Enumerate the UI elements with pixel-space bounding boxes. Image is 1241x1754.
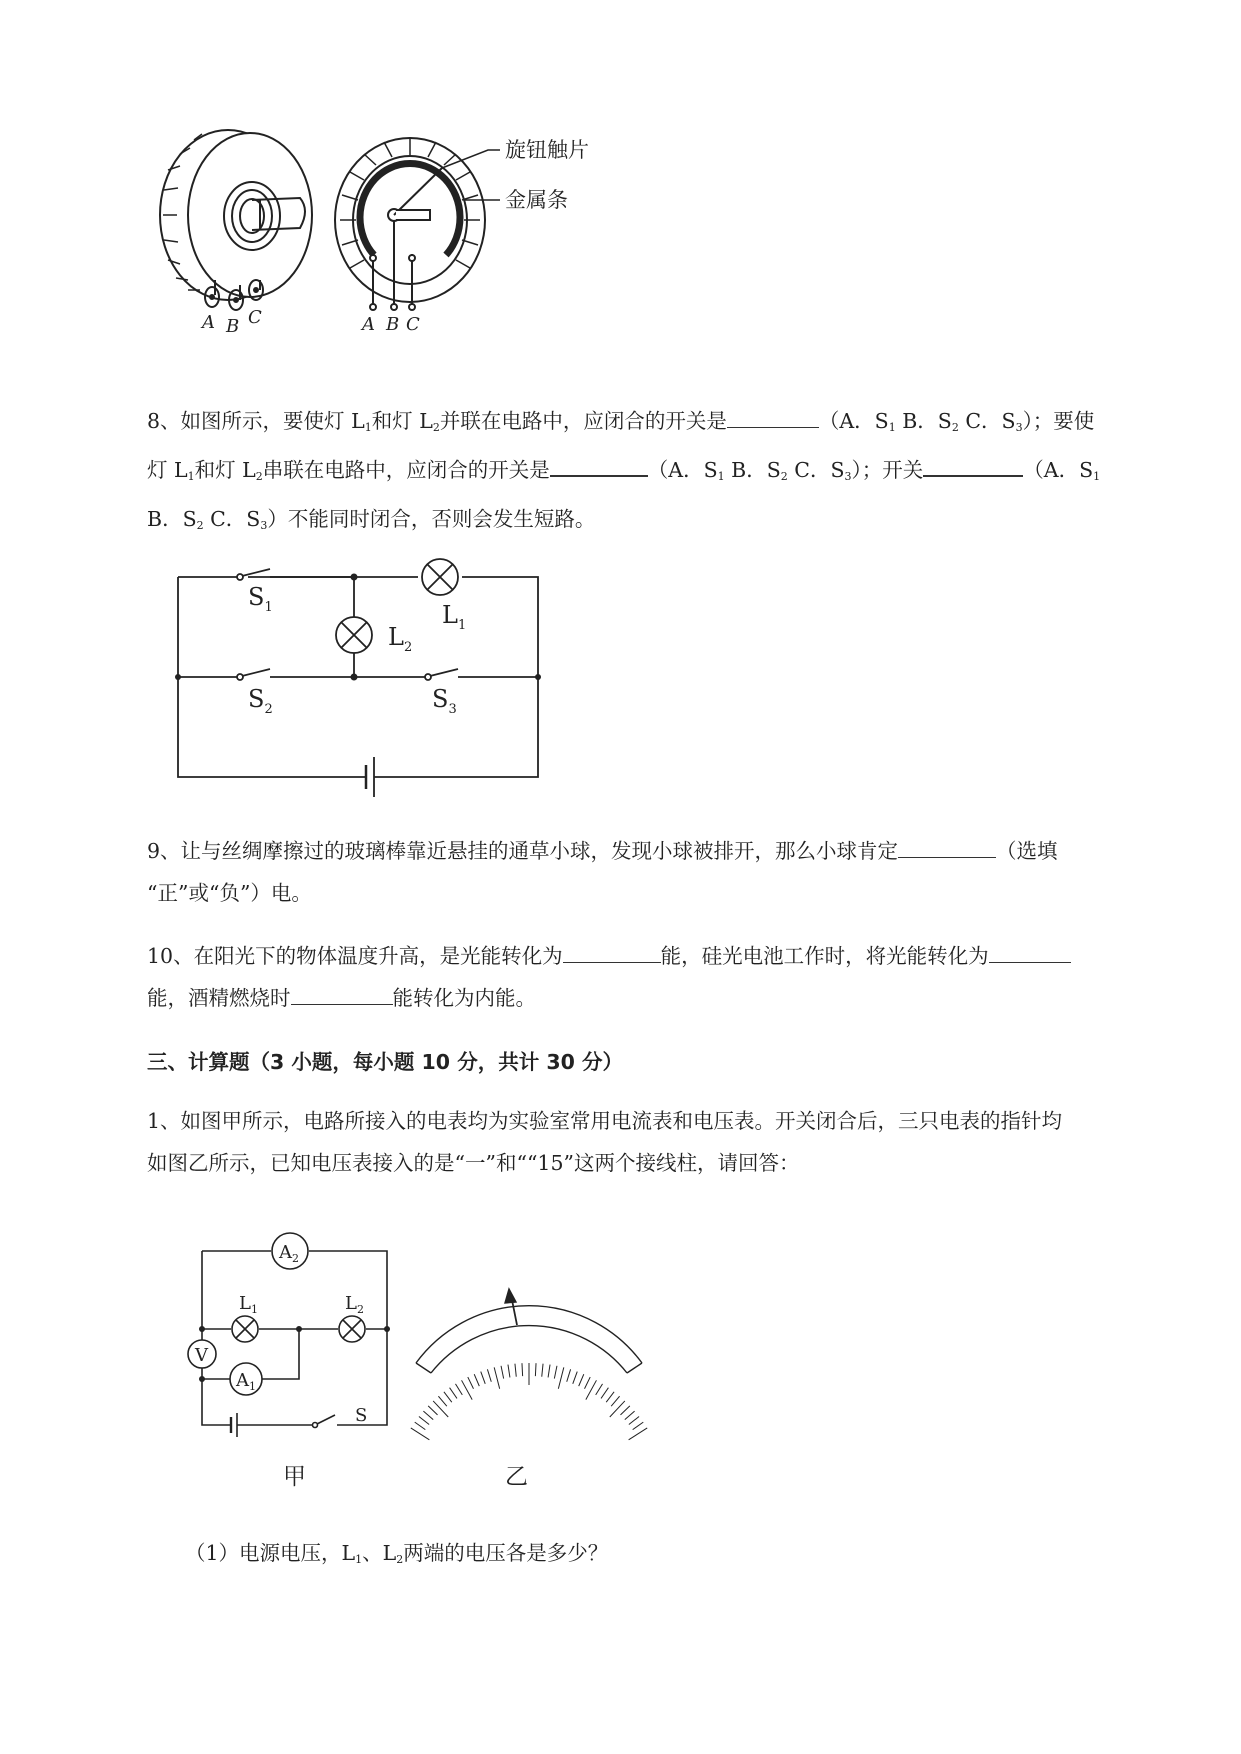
dial-tick [548, 1365, 550, 1378]
q10-text: 10、在阳光下的物体温度升高，是光能转化为 [147, 944, 563, 968]
lamp-l2-symbol [336, 617, 372, 653]
dial-tick [501, 1366, 504, 1379]
question-9 [147, 830, 1153, 914]
dial-tick [601, 1388, 608, 1399]
q9-text: 9、让与丝绸摩擦过的玻璃棒靠近悬挂的通草小球，发现小球被排开，那么小球肯定 [147, 839, 899, 863]
sub-question-1 [185, 1532, 1191, 1581]
answer-blank-3[interactable] [923, 453, 1023, 477]
voltmeter-label: V [195, 1345, 208, 1366]
dial-tick [629, 1428, 648, 1440]
dial-tick [438, 1396, 446, 1406]
dial-tick [508, 1365, 510, 1378]
dial-tick [474, 1374, 479, 1386]
callout-strip-label: 金属条 [505, 188, 568, 212]
q10-text: 能，硅光电池工作时，将光能转化为 [660, 944, 989, 968]
calc-question-1 [147, 1100, 1153, 1184]
sub: 2 [951, 421, 959, 434]
option-text: ）；开关 [851, 458, 924, 482]
right-terminal-b: B [386, 314, 400, 335]
q9-line-2: “正”或“负”）电。 [147, 881, 312, 905]
sub: 2 [432, 421, 440, 434]
circuit-figure-meters [175, 1225, 655, 1455]
dial-tick [415, 1422, 426, 1430]
ammeter-a1-label: $A_1$ [236, 1370, 256, 1393]
meter-dial [411, 1289, 647, 1440]
lamp-l1-symbol [422, 559, 458, 595]
sub: 3 [844, 470, 852, 483]
dial-tick [535, 1363, 536, 1376]
q8-line-3 [147, 498, 1153, 547]
sub: 1 [1093, 470, 1101, 483]
sub: 2 [396, 1553, 404, 1566]
dial-tick [455, 1384, 462, 1395]
figure-caption-yi: 乙 [505, 1464, 528, 1490]
dial-tick [494, 1367, 499, 1388]
switch-s3-label: $S_3$ [432, 685, 457, 717]
dial-tick [596, 1384, 603, 1395]
dial-tick [428, 1406, 437, 1415]
sub: 2 [255, 470, 263, 483]
right-terminal-c: C [406, 314, 420, 335]
switch-s-label: S [355, 1405, 368, 1426]
answer-blank-1[interactable] [727, 405, 819, 428]
dial-tick [411, 1428, 430, 1440]
q10-line-1 [147, 935, 1153, 977]
ammeter-a2-label: $A_2$ [279, 1242, 299, 1265]
dial-tick [542, 1364, 543, 1377]
dial-tick [633, 1422, 644, 1430]
lamp-l2-symbol [339, 1316, 365, 1342]
potentiometer-interior-drawing [335, 138, 500, 310]
dial-tick [620, 1406, 629, 1415]
answer-blank-2[interactable] [550, 453, 648, 477]
dial-tick [585, 1377, 591, 1389]
left-terminal-b: B [226, 316, 240, 337]
switch-s1-label: $S_1$ [248, 583, 273, 615]
sub: 2 [780, 470, 788, 483]
dial-tick [567, 1369, 571, 1381]
left-terminal-a: A [202, 312, 215, 333]
calc-q1-line-2: 如图乙所示，已知电压表接入的是“一”和““15”这两个接线柱，请回答： [147, 1151, 800, 1175]
lamp-l1-label: $L_1$ [442, 601, 467, 633]
q8-text: ）不能同时闭合，否则会发生短路。 [267, 507, 596, 531]
sub: 1 [717, 470, 725, 483]
lamp-l2-label: $L_2$ [388, 623, 413, 655]
circuit-figure-q8 [170, 555, 550, 805]
option-text: B．S [724, 458, 781, 482]
option-text: C．S [787, 458, 845, 482]
sub-question-text: 两端的电压各是多少？ [403, 1541, 609, 1565]
option-text: （A．S [1023, 458, 1094, 482]
dial-ticks [411, 1363, 647, 1440]
option-text: B．S [147, 507, 197, 531]
dial-tick [423, 1411, 433, 1420]
q9-text: （选填 [996, 839, 1058, 863]
option-text: （A．S [647, 458, 718, 482]
answer-blank-q10-3[interactable] [291, 982, 393, 1005]
dial-tick [433, 1401, 448, 1417]
sub: 1 [364, 421, 372, 434]
calc-q1-line-1: 1、如图甲所示，电路所接入的电表均为实验室常用电流表和电压表。开关闭合后，三只电表的指针均 [147, 1109, 1063, 1133]
question-10 [147, 935, 1153, 1019]
answer-blank-q10-2[interactable] [989, 940, 1071, 963]
lamp-l2-label: $L_2$ [345, 1293, 364, 1316]
option-text: C．S [958, 409, 1016, 433]
figure-caption-jia: 甲 [283, 1464, 306, 1490]
dial-tick [554, 1366, 557, 1379]
section-3-heading: 三、计算题（3 小题，每小题 10 分，共计 30 分） [147, 1050, 624, 1074]
sub: 3 [1015, 421, 1023, 434]
sub: 1 [888, 421, 896, 434]
q10-line-2 [147, 977, 1153, 1019]
sub-question-text: （1）电源电压，L [185, 1541, 356, 1565]
dial-tick [573, 1372, 577, 1384]
dial-tick [625, 1411, 635, 1420]
dial-tick [481, 1372, 485, 1384]
answer-blank-q9[interactable] [898, 835, 996, 858]
option-text: ）；要使 [1022, 409, 1095, 433]
q8-text: 如图所示，要使灯 L [180, 409, 365, 433]
dial-tick [606, 1392, 614, 1402]
dial-tick [450, 1388, 457, 1399]
option-text: B．S [895, 409, 952, 433]
sub: 1 [187, 470, 195, 483]
left-terminal-c: C [248, 307, 262, 328]
sub: 3 [260, 519, 268, 532]
dial-tick [558, 1367, 563, 1388]
sub: 1 [355, 1553, 363, 1566]
dial-tick [579, 1374, 584, 1386]
q10-text: 能，酒精燃烧时 [147, 986, 291, 1010]
dial-tick [468, 1377, 474, 1389]
option-text: C．S [203, 507, 261, 531]
option-text: （A．S [818, 409, 889, 433]
lamp-l1-label: $L_1$ [239, 1293, 258, 1316]
right-terminal-a: A [362, 314, 375, 335]
dial-tick [611, 1396, 619, 1406]
q8-number: 8、 [147, 409, 181, 433]
switch-s2-label: $S_2$ [248, 685, 273, 717]
answer-blank-q10-1[interactable] [563, 940, 661, 963]
callout-knob-label: 旋钮触片 [505, 138, 589, 162]
q8-text: 串联在电路中，应闭合的开关是 [262, 458, 550, 482]
q8-text: 并联在电路中，应闭合的开关是 [439, 409, 727, 433]
q8-line-1 [147, 400, 1153, 449]
dial-tick [522, 1363, 523, 1376]
dial-tick [419, 1416, 429, 1424]
potentiometer-figure [160, 130, 640, 380]
q8-text: 灯 L [147, 458, 188, 482]
dial-tick [515, 1364, 516, 1377]
dial-tick [610, 1401, 625, 1417]
q10-text: 能转化为内能。 [392, 986, 536, 1010]
lamp-l1-symbol [232, 1316, 258, 1342]
dial-tick [487, 1369, 491, 1381]
potentiometer-exterior-drawing [160, 130, 312, 310]
q9-line-1 [147, 830, 1153, 872]
q8-line-2 [147, 449, 1153, 498]
dial-tick [444, 1392, 452, 1402]
q8-text: 和灯 L [371, 409, 433, 433]
dial-tick [629, 1416, 639, 1424]
q8-text: 和灯 L [194, 458, 256, 482]
question-8 [147, 400, 1153, 547]
sub-question-text: 、L [362, 1541, 397, 1565]
sub: 2 [196, 519, 204, 532]
